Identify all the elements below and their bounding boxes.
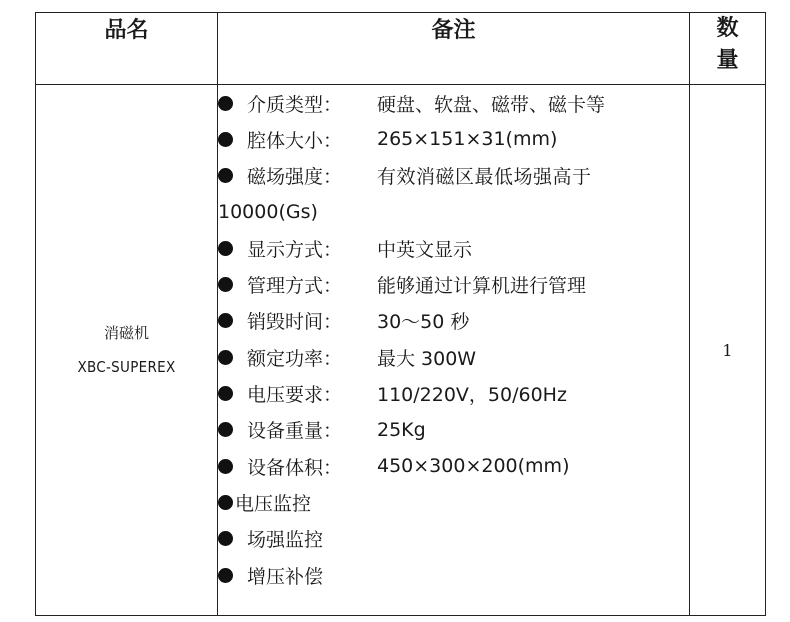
spec-label: 介质类型：	[247, 93, 343, 116]
spec-label: 设备体积：	[247, 456, 343, 479]
bullet-icon	[218, 459, 233, 474]
spec-value: 有效消磁区最低场强高于	[377, 166, 592, 189]
spec-plain: 增压补偿	[247, 565, 324, 588]
spec-value: 能够通过计算机进行管理	[377, 275, 587, 298]
spec-item	[218, 521, 689, 557]
spec-value: 450×300×200(mm)	[377, 455, 570, 478]
product-model: XBC-SUPEREX	[77, 358, 176, 376]
spec-item	[218, 158, 689, 194]
spec-value: 30～50 秒	[377, 311, 470, 334]
spec-item	[218, 303, 689, 339]
spec-label: 腔体大小：	[247, 129, 343, 152]
spec-list	[218, 85, 689, 593]
spec-label: 销毁时间：	[247, 311, 343, 334]
bullet-icon	[218, 386, 233, 401]
spec-item	[218, 230, 689, 266]
spec-label: 显示方式：	[247, 238, 343, 261]
spec-label: 磁场强度：	[247, 166, 343, 189]
quantity-cell: 1	[690, 85, 766, 616]
spec-plain: 场强监控	[247, 529, 324, 552]
spec-item	[218, 448, 689, 484]
product-spec-table	[35, 12, 766, 616]
spec-value: 265×151×31(mm)	[377, 128, 558, 151]
spec-item	[218, 375, 689, 411]
table-row	[36, 85, 766, 616]
header-product-name: 品名	[36, 13, 218, 85]
header-quantity	[690, 13, 766, 85]
product-cell	[36, 85, 218, 616]
bullet-icon	[218, 132, 233, 147]
bullet-icon	[218, 531, 233, 546]
spec-item	[218, 412, 689, 448]
spec-item	[218, 339, 689, 375]
spec-label: 电压要求：	[247, 384, 343, 407]
bullet-icon	[218, 568, 233, 583]
spec-value: 硬盘、软盘、磁带、磁卡等	[377, 93, 606, 116]
spec-item	[218, 85, 689, 121]
bullet-icon	[218, 350, 233, 365]
bullet-icon	[218, 168, 233, 183]
spec-label: 额定功率：	[247, 347, 343, 370]
spec-value: 10000(Gs)	[218, 201, 318, 224]
spec-item	[218, 557, 689, 593]
bullet-icon	[218, 422, 233, 437]
spec-value: 最大 300W	[377, 347, 477, 370]
bullet-icon	[218, 96, 233, 111]
spec-value: 25Kg	[377, 418, 426, 441]
header-quantity-char-1: 数	[716, 16, 739, 41]
spec-item	[218, 266, 689, 302]
bullet-icon	[218, 277, 233, 292]
bullet-icon	[218, 495, 233, 510]
spec-item	[218, 121, 689, 157]
product-name: 消磁机	[103, 324, 149, 342]
header-notes: 备注	[218, 13, 690, 85]
bullet-icon	[218, 241, 233, 256]
notes-cell	[218, 85, 690, 616]
spec-continuation	[218, 194, 689, 230]
header-quantity-char-2: 量	[716, 48, 739, 73]
spec-label: 设备重量：	[247, 420, 343, 443]
spec-plain: 电压监控	[235, 492, 312, 515]
spec-value: 中英文显示	[377, 238, 473, 261]
spec-value: 110/220V，50/60Hz	[377, 384, 567, 407]
table-header-row	[36, 13, 766, 85]
spec-label: 管理方式：	[247, 275, 343, 298]
bullet-icon	[218, 313, 233, 328]
spec-item	[218, 484, 689, 520]
